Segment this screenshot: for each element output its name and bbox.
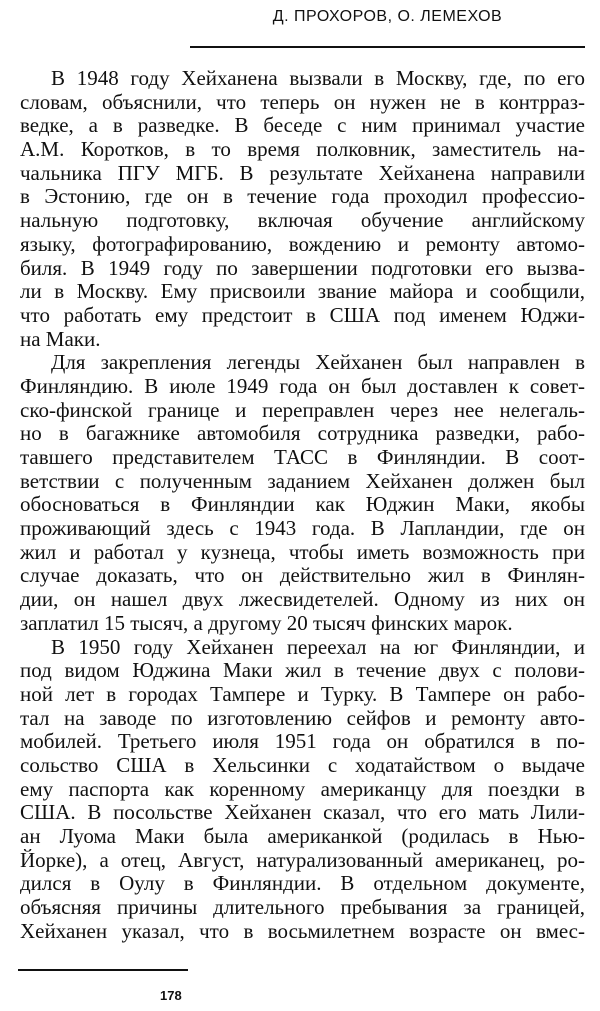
text-line: обосноваться в Финляндии как Юджин Маки, якобы — [20, 492, 585, 517]
text-line: языку, фотографированию, вождению и ремонту автомо- — [20, 231, 585, 256]
text-line: жил и работал у кузнеца, чтобы иметь возможность при — [20, 539, 585, 564]
paragraph — [20, 636, 585, 944]
text-line: мобилей. Третьего июля 1951 года он обратился в по- — [20, 729, 585, 754]
text-line: биля. В 1949 году по завершении подготовки его вызва- — [20, 255, 585, 280]
text-line: А.М. Коротков, в то время полковник, заместитель на- — [20, 137, 585, 162]
paragraph — [20, 351, 585, 635]
body-text — [20, 67, 585, 943]
text-line: но в багажнике автомобиля сотрудника разведки, рабо- — [20, 421, 585, 446]
text-line: В 1950 году Хейханен переехал на юг Финляндии, и — [51, 634, 585, 659]
footnote-divider — [18, 969, 188, 971]
header-divider — [190, 46, 585, 48]
text-line: чальника ПГУ МГБ. В результате Хейханена направили — [20, 160, 585, 185]
text-line: ветствии с полученным заданием Хейханен должен был — [20, 468, 585, 493]
text-line: заплатил 15 тысяч, а другому 20 тысяч финских марок. — [20, 610, 513, 635]
text-line: объясняя причины длительного пребывания за границей, — [20, 895, 585, 920]
text-line: ско-финской границе и переправлен через нее нелегаль- — [20, 397, 585, 422]
text-line: дии, он нашел двух лжесвидетелей. Одному из них он — [20, 587, 585, 612]
text-line: что работать ему предстоит в США под именем Юджи- — [20, 302, 585, 327]
text-line: тал на заводе по изготовлению сейфов и ремонту авто- — [20, 705, 585, 730]
text-line: ан Луома Маки была американкой (родилась в Нью- — [20, 824, 585, 848]
text-line: под видом Юджина Маки жил в течение двух с полови- — [20, 658, 585, 683]
running-header: Д. ПРОХОРОВ, О. ЛЕМЕХОВ — [272, 8, 503, 25]
text-line: в Эстонию, где он в течение года проходил профессио- — [20, 184, 585, 209]
text-line: случае доказать, что он действительно жил в Финлян- — [20, 563, 585, 588]
text-line: на Маки. — [20, 326, 101, 351]
text-line: Для закрепления легенды Хейханен был направлен в — [51, 350, 585, 375]
text-line: Финляндию. В июле 1949 года он был доставлен к совет- — [20, 373, 585, 398]
text-line: дился в Оулу в Финляндии. В отдельном документе, — [20, 871, 585, 896]
page-number: 178 — [160, 988, 182, 1003]
text-line: нальную подготовку, включая обучение английскому — [20, 208, 585, 233]
paragraph — [20, 67, 585, 351]
text-line: ли в Москву. Ему присвоили звание майора и сообщили, — [20, 279, 585, 304]
text-line: ной лет в городах Тампере и Турку. В Тампере он рабо- — [20, 681, 585, 706]
text-line: проживающий здесь с 1943 года. В Лапландии, где он — [20, 516, 585, 541]
text-line: словам, объяснили, что теперь он нужен не в контрраз- — [20, 89, 585, 114]
text-line: сольство США в Хельсинки с ходатайством о выдаче — [20, 752, 585, 777]
text-line: Йорке), а отец, Август, натурализованный американец, ро- — [20, 847, 585, 872]
text-line: В 1948 году Хейханена вызвали в Москву, где, по его — [51, 66, 585, 90]
text-line: США. В посольстве Хейханен сказал, что его мать Лили- — [20, 800, 585, 825]
text-line: Хейханен указал, что в восьмилетнем возрасте он вмес- — [20, 918, 585, 943]
text-line: тавшего представителем ТАСС в Финляндии. В соот- — [20, 445, 585, 469]
text-line: ведке, а в разведке. В беседе с ним принимал участие — [20, 113, 585, 138]
text-line: ему паспорта как коренному американцу для поездки в — [20, 776, 585, 801]
